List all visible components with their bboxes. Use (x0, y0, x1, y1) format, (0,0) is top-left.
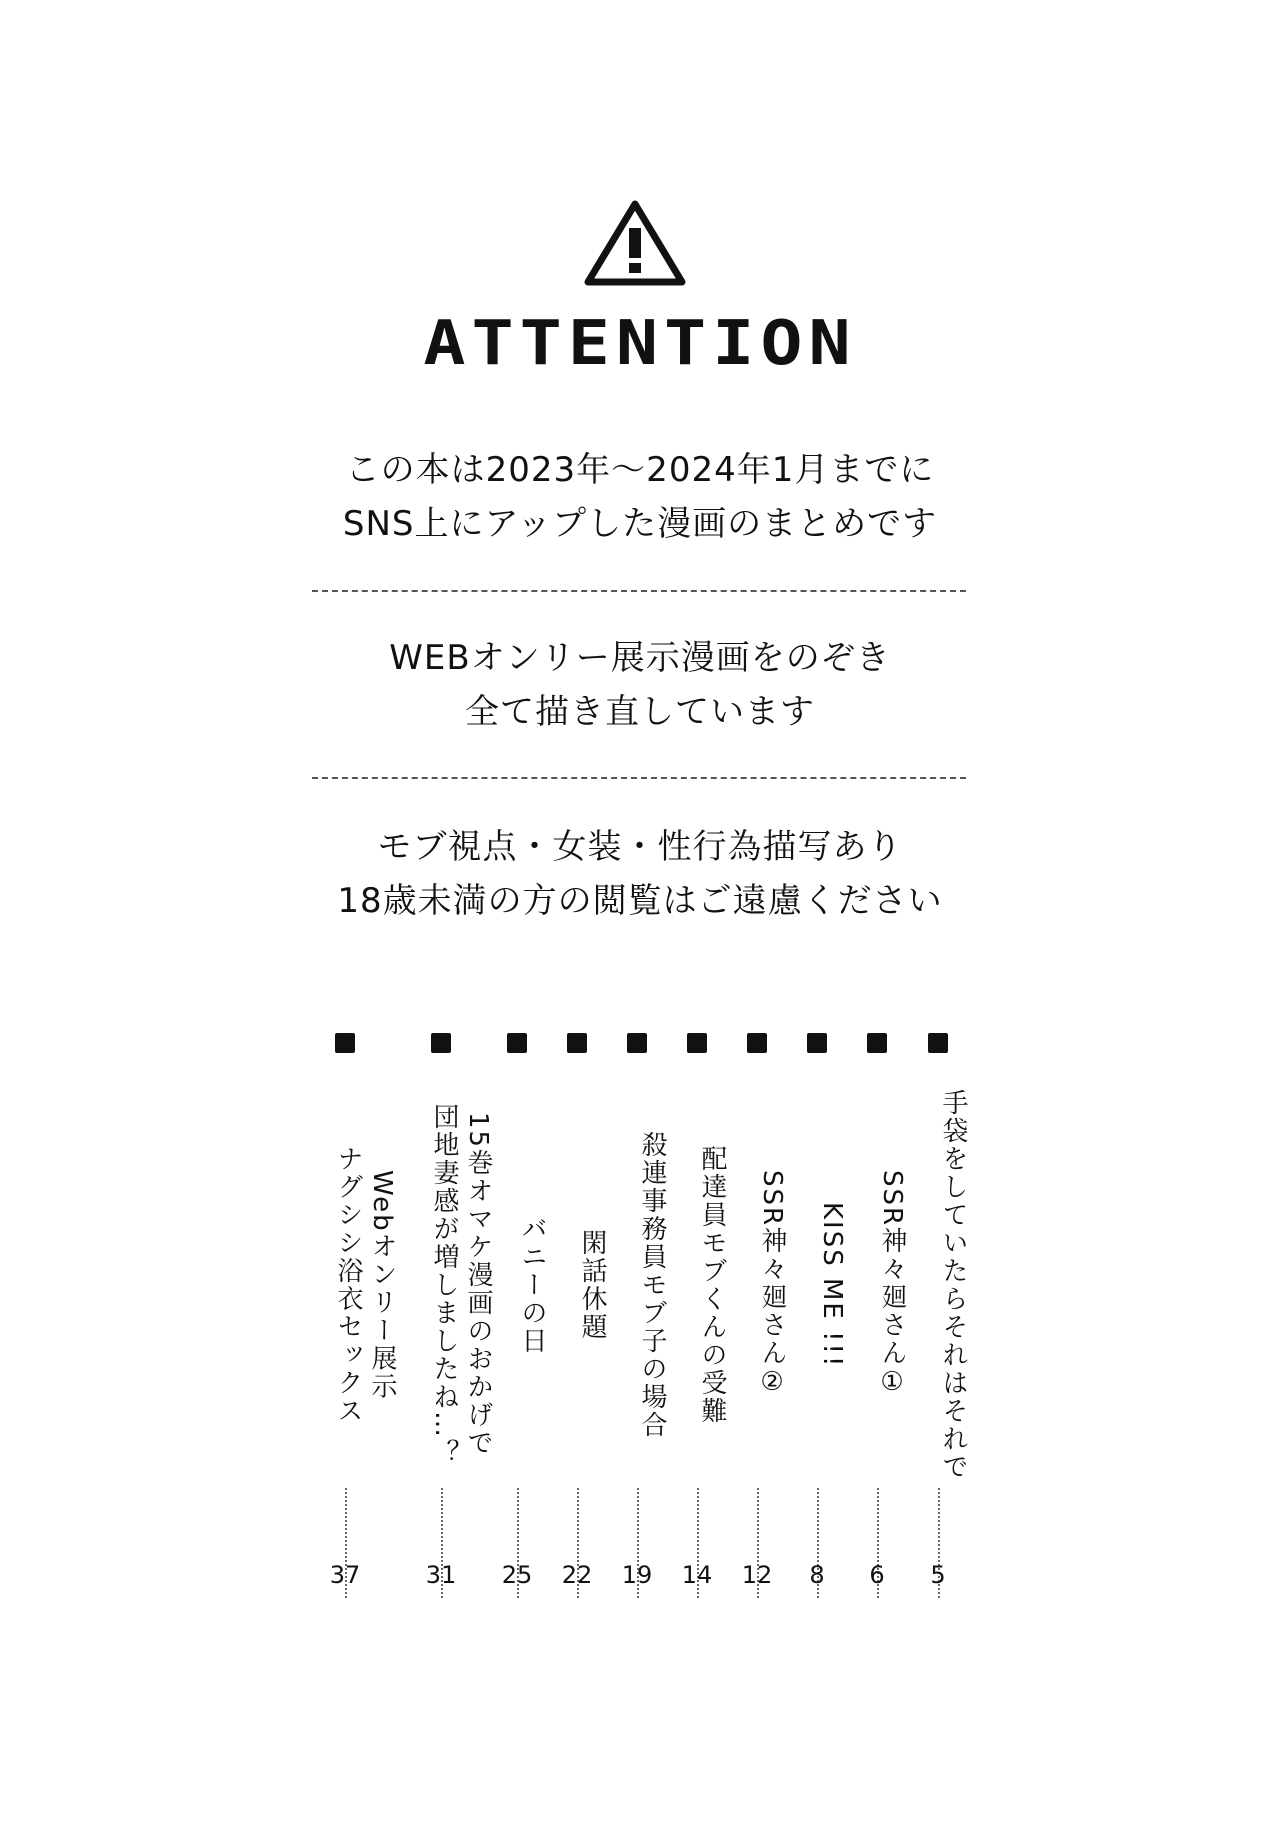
toc-title-line: 配達員モブくんの受難 (697, 1145, 727, 1425)
toc-entry (545, 1033, 609, 1633)
toc-page-number: 8 (809, 1561, 825, 1589)
toc-entry (785, 1033, 849, 1633)
toc-title-line: SSR神々廻さん② (757, 1170, 787, 1400)
toc-title-line: 殺連事務員モブ子の場合 (637, 1131, 667, 1439)
toc-bullet (627, 1033, 647, 1053)
toc-bullet (507, 1033, 527, 1053)
notice-content-warning (240, 820, 1040, 928)
notice-line: SNS上にアップした漫画のまとめです (342, 504, 938, 544)
toc-bullet (807, 1033, 827, 1053)
toc-title-line: SSR神々廻さん① (877, 1170, 907, 1400)
toc-entry (845, 1033, 909, 1633)
toc-title (845, 1065, 909, 1505)
toc-bullet (567, 1033, 587, 1053)
toc-title-line: KISS ME !!! (817, 1201, 847, 1369)
dashed-divider (312, 590, 966, 592)
toc-entry (906, 1033, 970, 1633)
toc-page-number: 6 (869, 1561, 885, 1589)
toc-entry (605, 1033, 669, 1633)
notice-source (240, 443, 1040, 551)
dashed-divider (312, 777, 966, 779)
toc-entry (665, 1033, 729, 1633)
toc-title (545, 1065, 609, 1505)
warning-triangle-icon (580, 196, 690, 292)
toc-page-number: 22 (561, 1561, 593, 1589)
notice-redrawn (240, 631, 1040, 739)
toc-title-line: 閑話休題 (577, 1229, 607, 1341)
toc-title (291, 1065, 399, 1505)
toc-page-number: 25 (501, 1561, 533, 1589)
toc-title-line: 団地妻感が増しましたね…？ (429, 1103, 459, 1467)
toc-entry (725, 1033, 789, 1633)
toc-title-line: Webオンリー展示 (367, 1169, 397, 1401)
toc-page-number: 19 (621, 1561, 653, 1589)
toc-title (387, 1065, 495, 1505)
toc-title-line: 15巻オマケ漫画のおかげで (463, 1112, 493, 1458)
toc-title-line: ナグシシ浴衣セックス (333, 1145, 363, 1425)
notice-line: この本は2023年〜2024年1月までに (345, 450, 935, 490)
notice-line: 全て描き直しています (465, 692, 815, 732)
toc-title-line: 手袋をしていたらそれはそれで (938, 1089, 968, 1481)
toc-bullet (431, 1033, 451, 1053)
toc-bullet (687, 1033, 707, 1053)
toc-bullet (928, 1033, 948, 1053)
toc-title (605, 1065, 669, 1505)
notice-line: 18歳未満の方の閲覧はご遠慮ください (337, 881, 943, 921)
toc-title (725, 1065, 789, 1505)
toc-bullet (335, 1033, 355, 1053)
toc-entry (387, 1033, 495, 1633)
toc-title (906, 1065, 970, 1505)
toc-title (785, 1065, 849, 1505)
toc-page-number: 5 (930, 1561, 946, 1589)
toc-title (665, 1065, 729, 1505)
toc-title-line: バニーの日 (517, 1215, 547, 1355)
toc-page-number: 12 (741, 1561, 773, 1589)
notice-line: モブ視点・女装・性行為描写あり (377, 827, 903, 867)
toc-page-number: 14 (681, 1561, 713, 1589)
notice-line: WEBオンリー展示漫画をのぞき (389, 638, 891, 678)
attention-heading: ATTENTION (423, 306, 857, 380)
toc-bullet (747, 1033, 767, 1053)
toc-page-number: 31 (425, 1561, 457, 1589)
toc-page-number: 37 (329, 1561, 361, 1589)
toc-bullet (867, 1033, 887, 1053)
toc-entry (291, 1033, 399, 1633)
